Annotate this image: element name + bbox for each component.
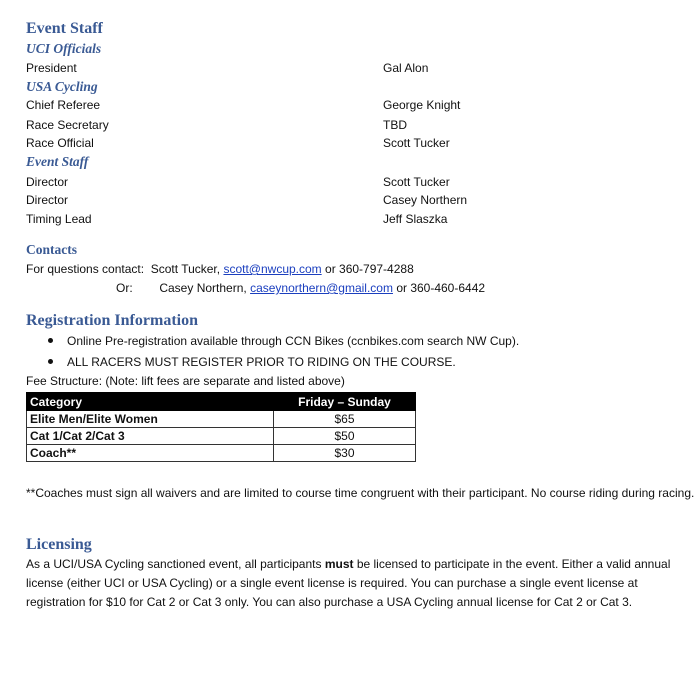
staff-name: Gal Alon (383, 61, 429, 75)
table-row (27, 445, 416, 462)
staff-name: Scott Tucker (383, 175, 450, 189)
column-header-category: Category (27, 393, 274, 411)
staff-row (26, 193, 626, 209)
staff-row (26, 212, 626, 228)
staff-name: Jeff Slaszka (383, 212, 448, 226)
staff-row (26, 118, 626, 134)
fee-price: $50 (274, 428, 416, 445)
licensing-heading: Licensing (26, 536, 92, 553)
fee-structure-note: Fee Structure: (Note: lift fees are separate and listed above) (26, 374, 345, 388)
fee-price: $65 (274, 411, 416, 428)
staff-role: Race Secretary (26, 118, 109, 132)
contacts-heading: Contacts (26, 242, 77, 257)
fee-price: $30 (274, 445, 416, 462)
staff-name: Scott Tucker (383, 136, 450, 150)
staff-name: TBD (383, 118, 407, 132)
fee-category: Elite Men/Elite Women (27, 411, 274, 428)
event-staff-subheading: Event Staff (26, 154, 89, 169)
contact-name: Casey Northern, (159, 281, 247, 295)
staff-role: Timing Lead (26, 212, 92, 226)
fee-category: Coach** (27, 445, 274, 462)
licensing-text-emphasis: must (324, 557, 354, 571)
table-row (27, 411, 416, 428)
table-row (27, 428, 416, 445)
staff-role: Chief Referee (26, 98, 101, 112)
contact-email-link[interactable]: scott@nwcup.com (223, 262, 322, 276)
staff-row (26, 61, 626, 77)
uci-officials-heading: UCI Officials (26, 41, 102, 56)
licensing-text-start: As a UCI/USA Cycling sanctioned event, all participants (26, 557, 325, 571)
event-staff-heading: Event Staff (26, 20, 103, 37)
staff-row (26, 98, 626, 114)
licensing-paragraph (26, 555, 696, 612)
bullet-icon (48, 359, 53, 364)
contact-phone: or 360-797-4288 (325, 262, 414, 276)
fee-table (26, 392, 416, 462)
fee-category: Cat 1/Cat 2/Cat 3 (27, 428, 274, 445)
list-item (48, 355, 456, 369)
table-header-row (27, 393, 416, 411)
contact-phone: or 360-460-6442 (396, 281, 486, 295)
staff-role: President (26, 61, 77, 75)
staff-row (26, 136, 626, 152)
contact-label: Or: (116, 281, 133, 295)
contact-email-link[interactable]: caseynorthern@gmail.com (250, 281, 393, 295)
contact-name: Scott Tucker, (150, 262, 221, 276)
list-item-text: Online Pre-registration available through CCN Bikes (ccnbikes.com search NW Cup). (67, 334, 520, 348)
coach-note: **Coaches must sign all waivers and are limited to course time congruent with their participant. No course riding during racing. (26, 486, 695, 500)
list-item (48, 334, 519, 348)
staff-name: Casey Northern (383, 193, 468, 207)
staff-role: Race Official (26, 136, 94, 150)
column-header-price: Friday – Sunday (274, 393, 416, 411)
licensing-text-end: be licensed to participate in the event. Either a valid annual license (either UCI or USA Cycling) or a single event license is required. You can purchase a single event license at registration for $10 for Cat 2 or Cat 3 only. You can also purchase a USA Cycling annual license for Cat 2 or Cat 3. (26, 557, 671, 609)
registration-heading: Registration Information (26, 312, 198, 329)
contact-label: For questions contact: (26, 262, 145, 276)
bullet-icon (48, 338, 53, 343)
contact-line-2 (116, 281, 485, 295)
staff-name: George Knight (383, 98, 461, 112)
contact-line-1 (26, 262, 414, 276)
usa-cycling-heading: USA Cycling (26, 79, 98, 94)
staff-role: Director (26, 175, 69, 189)
list-item-text: ALL RACERS MUST REGISTER PRIOR TO RIDING ON THE COURSE. (67, 355, 456, 369)
staff-role: Director (26, 193, 69, 207)
staff-row (26, 175, 626, 191)
